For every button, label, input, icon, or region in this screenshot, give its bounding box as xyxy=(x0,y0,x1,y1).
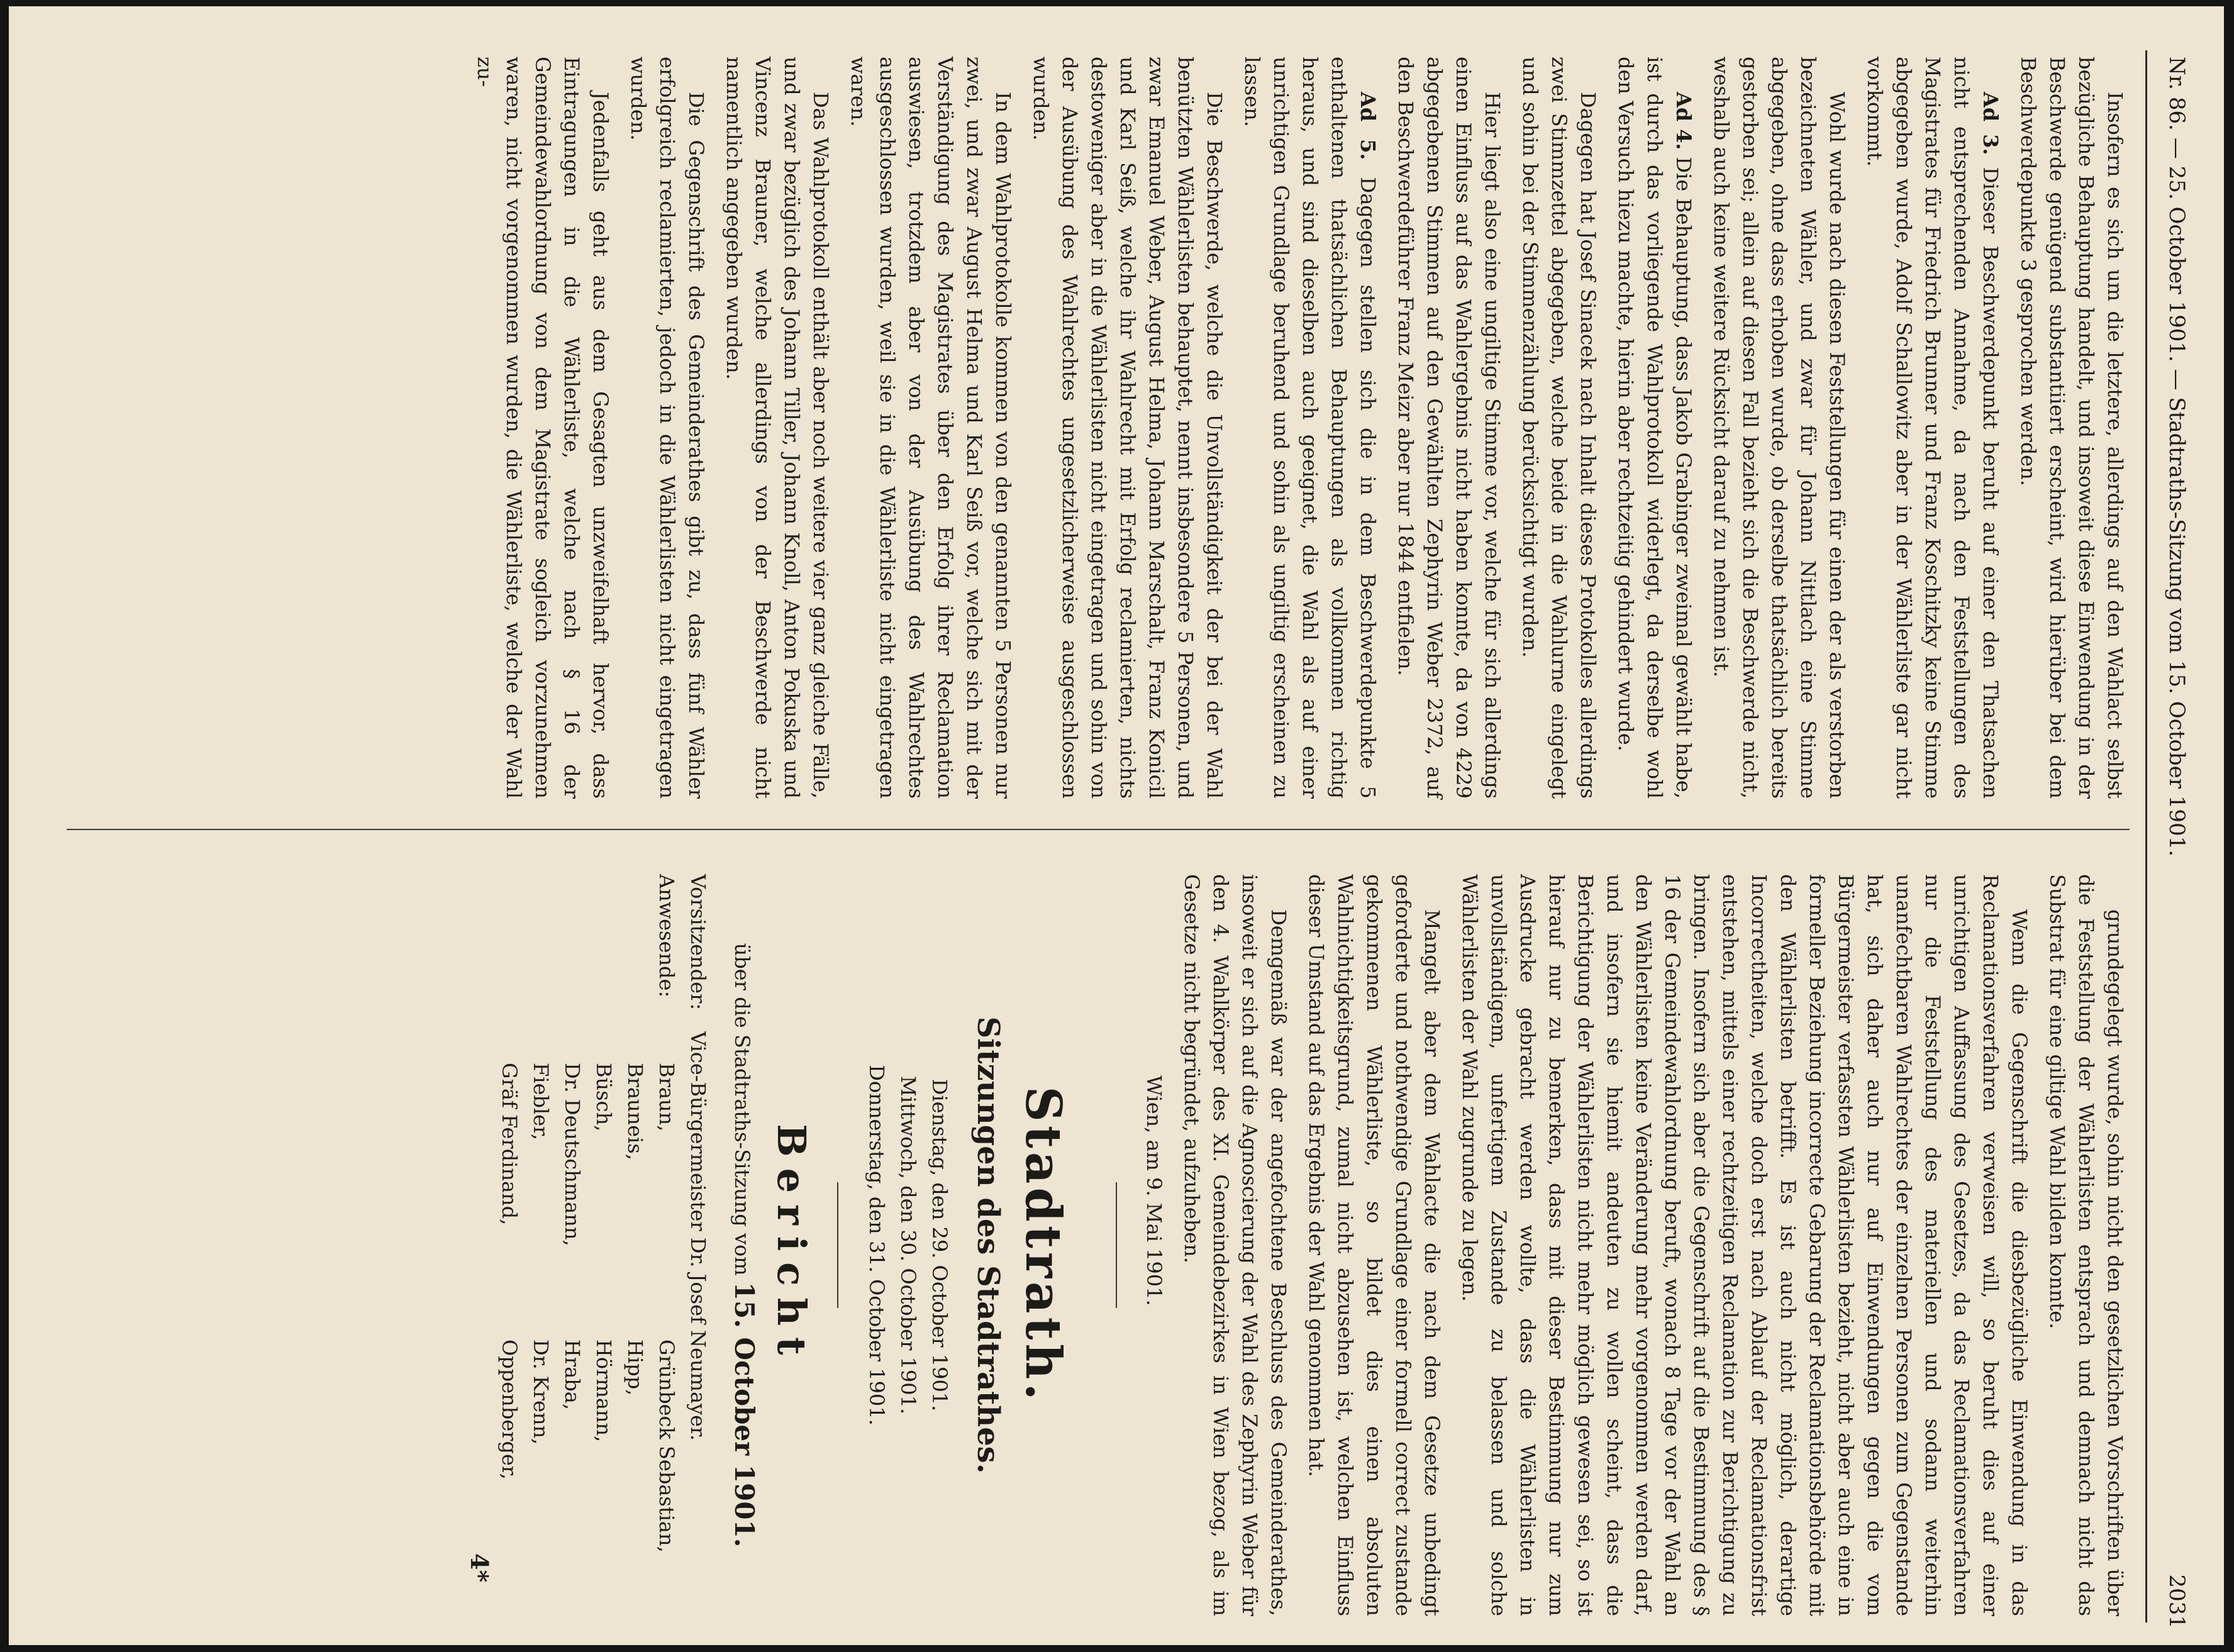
paragraph xyxy=(1026,57,1229,799)
paragraph xyxy=(1238,57,1382,799)
paragraph-text: Insofern es sich um die letztere, allerdings auf den Wahlact selbst bezügliche Behauptung handelt, und insoweit diese Einwendung in der Beschwerde genügend substantiiert erscheint, wird hierüber bei dem Beschwerdepunkte 3 gesprochen werden. xyxy=(2016,57,2127,799)
paragraph xyxy=(720,57,835,799)
paragraph-text: Mangelt aber dem Wahlacte die nach dem Gesetze unbedingt geforderte und nothwendige Grundlage einer formell correct zustande gekommenen Wählerliste, so bildet dies einen absoluten Wahlnichtigkeitsgrund, zumal nicht abzusehen ist, welchen Einfluss dieser Umstand auf das Ergebnis der Wahl genommen hat. xyxy=(1304,874,1444,1616)
paragraph-text: Die Behauptung, dass Jakob Grabinger zweimal gewählt habe, ist durch das vorliegende Wahlprotokoll widerlegt, da derselbe wohl den Versuch hiezu machte, hierin aber rechtzeitig gehindert wurde. xyxy=(1614,57,1696,799)
paragraph-text: Hier liegt also eine ungiltige Stimme vor, welche für sich allerdings einen Einfluss auf das Wahlergebnis nicht haben konnte, da von 4229 abgegebenen Stimmen auf den Gewählten Zephyrin Weber 2372, auf den Beschwerdeführer Franz Meizr aber nur 1844 entfielen. xyxy=(1394,57,1504,799)
right-paragraphs xyxy=(1177,874,2130,1616)
report-subtitle xyxy=(729,874,760,1616)
column-rule xyxy=(67,829,2130,830)
paragraph xyxy=(1177,874,1293,1616)
member-name: Fiebler, xyxy=(529,1063,553,1140)
member-name: Büsch, xyxy=(592,1063,616,1132)
member-row xyxy=(620,874,651,1616)
paragraph xyxy=(1516,57,1603,799)
paragraph-text: grundegelegt wurde, sohin nicht den gesetzlichen Vorschriften über die Feststellung der Wählerlisten entsprach und demnach nicht das Substrat für eine giltige Wahl bilden konnte. xyxy=(2045,874,2127,1616)
paragraph xyxy=(1611,57,1698,799)
running-header xyxy=(2155,31,2199,1641)
member-row xyxy=(494,874,525,1616)
session-date: Donnerstag, den 31. October 1901. xyxy=(865,1065,889,1426)
signature-mark: 4* xyxy=(465,1553,494,1583)
report-title: Bericht xyxy=(769,1124,814,1367)
issue-line: Nr. 86. — 25. October 1901. — Stadtraths-Sitzung vom 15. October 1901. xyxy=(2164,57,2189,857)
paragraph xyxy=(2043,874,2130,1616)
paragraph xyxy=(1391,57,1507,799)
member-row xyxy=(525,874,557,1616)
section-title: Stadtrath. xyxy=(1014,1086,1072,1404)
paragraph-text: In dem Wahlprotokolle kommen von den genannten 5 Personen nur zwei, und zwar August Helma und Karl Seiß vor, welche sich mit der Verständigung des Magistrates über den Erfolg ihrer Reclamation auswiesen, trotzdem aber von der Ausübung des Wahlrechtes ausgeschlossen wurden, weil sie in die Wählerliste nicht eingetragen waren. xyxy=(847,57,1015,799)
paragraph-lead: Ad 4. xyxy=(1672,92,1696,150)
section-divider xyxy=(1116,1182,1117,1308)
scanned-sheet xyxy=(9,6,2224,1645)
paragraph-text: Dieser Beschwerdepunkt beruht auf einer den Thatsachen nicht entsprechenden Annahme, da nach den Feststellungen des Magistrates für Friedrich Brunner und Franz Koschitzky keine Stimme abgegeben wurde, Adolf Schallowitz aber in der Wählerliste gar nicht vorkommt. xyxy=(1863,57,2003,799)
member-name: Gräf Ferdinand, xyxy=(497,1063,521,1226)
report-subtitle-prefix: über die Stadtraths-Sitzung vom xyxy=(730,943,754,1276)
member-name: Braun, xyxy=(655,1063,679,1132)
session-date: Dienstag, den 29. October 1901. xyxy=(928,1078,952,1412)
member-row xyxy=(557,874,588,1616)
paragraph xyxy=(844,57,1018,799)
paragraph-text: Dagegen hat Josef Sinacek nach Inhalt dieses Protokolles allerdings zwei Stimmzettel abgegeben, welche beide in die Wahlurne eingelegt und sohin bei der Stimmenzählung berücksichtigt wurden. xyxy=(1518,57,1600,799)
paragraph-text: Dagegen stellen sich die in dem Beschwerdepunkte 5 enthaltenen thatsächlichen Behauptungen als vollkommen richtig heraus, und sind dieselben auch geeignet, die Wahl als auf einer unrichtigen Grundlage beruhend und sohin als ungiltig erscheinen zu lassen. xyxy=(1240,57,1380,799)
member-name: Hraba, xyxy=(560,1339,584,1411)
paragraph-text: Die Beschwerde, welche die Unvollständigkeit der bei der Wahl benützten Wählerlisten behauptet, nennt insbesondere 5 Personen, und zwar Emanuel Weber, August Helma, Johann Marschalt, Franz Konicil und Karl Seiß, welche ihr Wahlrecht mit Erfolg reclamierten, nichts destoweniger aber in die Wählerlisten nicht eingetragen und sohin von der Ausübung des Wahlrechtes ungesetzlicherweise ausgeschlossen wurden. xyxy=(1029,57,1226,799)
paragraph-text: Wenn die Gegenschrift die diesbezügliche Einwendung in das Reclamationsverfahren verweisen will, so beruht dies auf einer unrichtigen Auffassung des Gesetzes, da das Reclamationsverfahren nur die Feststellung des materiellen und sodann weiterhin unanfechtbaren Wahlrechtes der einzelnen Personen zum Gegenstande hat, sich daher auch nur auf Einwendungen gegen die vom Bürgermeister verfassten Wählerlisten bezieht, nicht aber auch eine in formeller Beziehung incorrecte Gebarung der Reclamationsbehörde mit den Wählerlisten betrifft. Es ist auch nicht möglich, derartige Incorrectheiten, welche doch erst nach Ablauf der Reclamationsfrist entstehen, mittels einer rechtzeitigen Reclamation zur Berichtigung zu bringen. Insofern sich aber die Gegenschrift auf die Bestimmung des § 16 der Gemeindewahlordnung beruft, wonach 8 Tage vor der Wahl an den Wählerlisten keine Veränderung mehr vorgenommen werden darf, und insofern sie hiemit andeuten zu wollen scheint, dass die Berichtigung der Wählerlisten nicht mehr möglich gewesen sei, so ist hierauf nur zu bemerken, dass mit dieser Bestimmung nur zum Ausdrucke gebracht werden wollte, dass die Wählerlisten in unvollständigem, unfertigem Zustande zu belassen und solche Wählerlisten der Wahl zugrunde zu legen. xyxy=(1458,874,2031,1616)
section-subtitle: Sitzungen des Stadtrathes. xyxy=(970,1016,1006,1474)
member-row xyxy=(588,874,620,1616)
signature-row xyxy=(456,874,494,1616)
member-row xyxy=(651,874,682,1616)
paragraph-text: Jedenfalls geht aus dem Gesagten unzweifelhaft hervor, dass Eintragungen in die Wählerliste, welche nach § 16 der Gemeindewahlordnung von dem Magistrate sogleich vorzunehmen waren, nicht vorgenommen wurden, die Wählerliste, welche der Wahl zu- xyxy=(473,57,613,799)
chair-name: Vice-Bürgermeister Dr. Josef Neumayer. xyxy=(686,1031,710,1441)
paragraph-lead: Ad 3. xyxy=(1979,92,2003,155)
member-name: Brauneis, xyxy=(623,1063,647,1160)
member-name: Oppenberger, xyxy=(497,1339,521,1480)
paragraph xyxy=(1707,57,1852,799)
chair-row xyxy=(682,874,714,1616)
member-name: Grünbeck Sebastian, xyxy=(655,1339,679,1553)
paragraph-text: Das Wahlprotokoll enthält aber noch weitere vier ganz gleiche Fälle, und zwar bezüglich des Johann Tiller, Johann Knoll, Anton Pokuska und Vincenz Brauner, welche allerdings von der Beschwerde nicht namentlich angegeben wurden. xyxy=(722,57,833,799)
newspaper-page xyxy=(35,31,2199,1641)
member-roster xyxy=(494,874,682,1616)
paragraph xyxy=(1860,57,2005,799)
section-divider xyxy=(837,1182,838,1308)
paragraph-text: Die Gegenschrift des Gemeinderathes gibt zu, dass fünf Wähler erfolgreich reclamierten, jedoch in die Wählerlisten nicht eingetragen wurden. xyxy=(626,57,708,799)
session-date: Mittwoch, den 30. October 1901. xyxy=(896,1075,920,1415)
header-rule xyxy=(2145,50,2147,1622)
paragraph-text: Wohl wurde nach diesen Feststellungen für einen der als verstorben bezeichneten Wähler, und zwar für Johann Nittlach eine Stimme abgegeben, ohne dass erhoben wurde, ob derselbe thatsächlich bereits gestorben sei; allein auf diesen Fall bezieht sich die Beschwerde nicht, weshalb auch keine weitere Rücksicht darauf zu nehmen ist. xyxy=(1709,57,1849,799)
present-role: Anwesende: xyxy=(655,874,679,998)
paragraph xyxy=(1302,874,1447,1616)
page-number: 2031 xyxy=(2164,1574,2189,1629)
right-column xyxy=(456,874,2130,1616)
paragraph xyxy=(624,57,711,799)
left-column xyxy=(462,57,2130,799)
date-line: Wien, am 9. Mai 1901. xyxy=(1142,1075,1166,1306)
chair-role: Vorsitzender: xyxy=(686,874,710,1011)
member-name: Dr. Krenn, xyxy=(529,1339,553,1445)
member-name: Hipp, xyxy=(623,1339,647,1396)
report-subtitle-date: 15. October 1901. xyxy=(729,1282,760,1548)
paragraph xyxy=(1455,874,2034,1616)
paragraph-lead: Ad 5. xyxy=(1356,92,1380,160)
member-name: Hörmann, xyxy=(592,1339,616,1443)
paragraph xyxy=(2014,57,2130,799)
paragraph xyxy=(470,57,615,799)
member-name: Dr. Deutschmann, xyxy=(560,1063,584,1246)
paragraph-text: Demgemäß war der angefochtene Beschluss des Gemeinderathes, insoweit er sich auf die Agnoscierung der Wahl des Zephyrin Weber für den 4. Wahlkörper des XI. Gemeindebezirkes in Wien bezog, als im Gesetze nicht begründet, aufzuheben. xyxy=(1180,874,1291,1616)
